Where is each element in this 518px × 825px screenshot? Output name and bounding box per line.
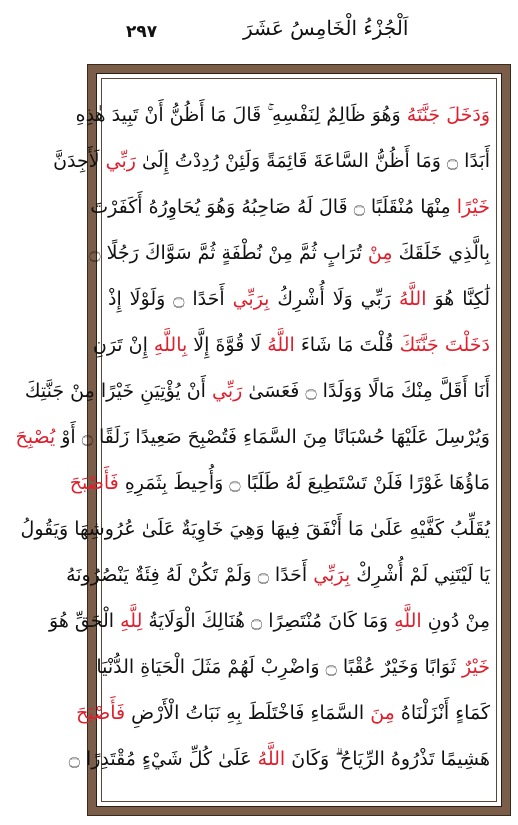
text-segment: أَحَدًا ۝ وَلَوْلَا إِذْ xyxy=(108,288,233,310)
highlighted-word: رَبِّي xyxy=(105,150,136,172)
text-segment: مِنْ دُونِ xyxy=(421,610,490,632)
highlighted-word: رَبِّي xyxy=(212,380,243,402)
highlighted-word: خَيْرٌ xyxy=(462,656,490,678)
text-segment: لَأَجِدَنَّ xyxy=(53,150,106,172)
text-segment: رَبِّي وَلَا أُشْرِكُ xyxy=(269,288,399,310)
text-line xyxy=(24,368,490,414)
text-segment: وَهُوَ ظَالِمٌ لِنَفْسِهِ ۚ قَالَ مَا أَظُنُّ أَنْ تَبِيدَ هٰذِهِ xyxy=(75,104,407,126)
text-segment: السَّمَاءِ فَاخْتَلَطَ بِهِ نَبَاتُ الْأَرْضِ xyxy=(125,702,371,724)
text-segment: لَٰكِنَّا هُوَ xyxy=(426,288,491,310)
highlighted-word: مِنَ xyxy=(370,702,395,724)
text-line xyxy=(15,414,490,460)
text-segment: يُقَلِّبُ كَفَّيْهِ عَلَىٰ مَا أَنْفَقَ فِيهَا وَهِيَ خَاوِيَةٌ عَلَىٰ عُرُوشِهَا وَيَقُولُ xyxy=(20,518,490,540)
text-segment: هَشِيمًا تَذْرُوهُ الرِّيَاحُ ۗ وَكَانَ xyxy=(285,748,490,770)
highlighted-word: بِرَبِّي xyxy=(313,564,351,586)
text-segment: تُرَابٍ ثُمَّ مِنْ نُطْفَةٍ ثُمَّ سَوَّاكَ رَجُلًا ۝ xyxy=(89,242,368,264)
highlighted-word: اللَّهُ xyxy=(267,334,295,356)
juz-title: اَلْجُزْءُ الْخَامِسُ عَشَرَ xyxy=(243,16,409,40)
text-segment: مِنْهَا مُنْقَلَبًا ۝ قَالَ لَهُ صَاحِبُهُ وَهُوَ يُحَاوِرُهُ أَكَفَرْتَ xyxy=(90,196,457,218)
text-segment: الْحَقِّ هُوَ xyxy=(49,610,121,632)
highlighted-word: اللَّهِ xyxy=(394,610,422,632)
page-header xyxy=(0,0,518,58)
page-number: ۲۹۷ xyxy=(126,22,158,42)
text-line xyxy=(49,598,490,644)
text-line xyxy=(89,230,490,276)
highlighted-word: مِنْ xyxy=(367,242,393,264)
text-segment: كَمَاءٍ أَنْزَلْنَاهُ xyxy=(394,702,490,724)
text-line xyxy=(20,506,490,552)
text-segment: مَاؤُهَا غَوْرًا فَلَنْ تَسْتَطِيعَ لَهُ طَلَبًا ۝ وَأُحِيطَ بِثَمَرِهِ xyxy=(118,472,490,494)
text-segment: بِالَّذِي خَلَقَكَ xyxy=(392,242,490,264)
text-segment: يَا لَيْتَنِي لَمْ أُشْرِكْ xyxy=(350,564,490,586)
text-line xyxy=(68,736,490,782)
text-segment: أَحَدًا ۝ وَلَمْ تَكُنْ لَهُ فِئَةٌ يَنْصُرُونَهُ xyxy=(66,564,314,586)
highlighted-word: يُصْبِحَ xyxy=(15,426,56,448)
highlighted-word: وَدَخَلَ جَنَّتَهُ xyxy=(406,104,490,126)
highlighted-word: اللَّهُ xyxy=(257,748,286,770)
text-segment: عَلَىٰ كُلِّ شَيْءٍ مُقْتَدِرًا ۝ xyxy=(68,748,258,770)
text-line xyxy=(90,184,490,230)
highlighted-word: بِرَبِّي xyxy=(232,288,270,310)
text-segment: أَنَا أَقَلَّ مِنْكَ مَالًا وَوَلَدًا ۝ فَعَسَىٰ xyxy=(242,380,490,402)
text-segment: لَا قُوَّةَ إِلَّا xyxy=(187,334,268,356)
text-segment: وَيُرْسِلَ عَلَيْهَا حُسْبَانًا مِنَ السَّمَاءِ فَتُصْبِحَ صَعِيدًا زَلَقًا ۝ أَوْ xyxy=(55,426,490,448)
text-line xyxy=(96,644,490,690)
highlighted-word: لِلَّهِ xyxy=(120,610,143,632)
text-segment: أَبَدًا ۝ وَمَا أَظُنُّ السَّاعَةَ قَائِمَةً وَلَئِنْ رُدِدْتُ إِلَىٰ xyxy=(135,150,490,172)
text-line xyxy=(69,460,490,506)
text-line xyxy=(53,138,490,184)
text-line xyxy=(92,322,490,368)
text-line xyxy=(75,92,490,138)
highlighted-word: دَخَلْتَ جَنَّتَكَ xyxy=(399,334,490,356)
highlighted-word: خَيْرًا xyxy=(456,196,490,218)
text-line xyxy=(76,690,490,736)
text-segment: ثَوَابًا وَخَيْرٌ عُقْبًا ۝ وَاضْرِبْ لَهُمْ مَثَلَ الْحَيَاةِ الدُّنْيَا xyxy=(96,656,463,678)
quran-text-block xyxy=(15,92,491,782)
highlighted-word: بِاللَّهِ xyxy=(153,334,188,356)
highlighted-word: فَأَصْبَحَ xyxy=(69,472,119,494)
text-segment: قُلْتَ مَا شَاءَ xyxy=(294,334,400,356)
highlighted-word: اللَّهُ xyxy=(398,288,427,310)
text-line xyxy=(66,552,490,598)
highlighted-word: فَأَصْبَحَ xyxy=(76,702,126,724)
text-segment: أَنْ يُؤْتِيَنِ خَيْرًا مِنْ جَنَّتِكَ xyxy=(24,380,212,402)
text-segment: وَمَا كَانَ مُنْتَصِرًا ۝ هُنَالِكَ الْوَلَايَةُ xyxy=(142,610,395,632)
text-line xyxy=(108,276,490,322)
text-segment: إِنْ تَرَنِ xyxy=(92,334,154,356)
